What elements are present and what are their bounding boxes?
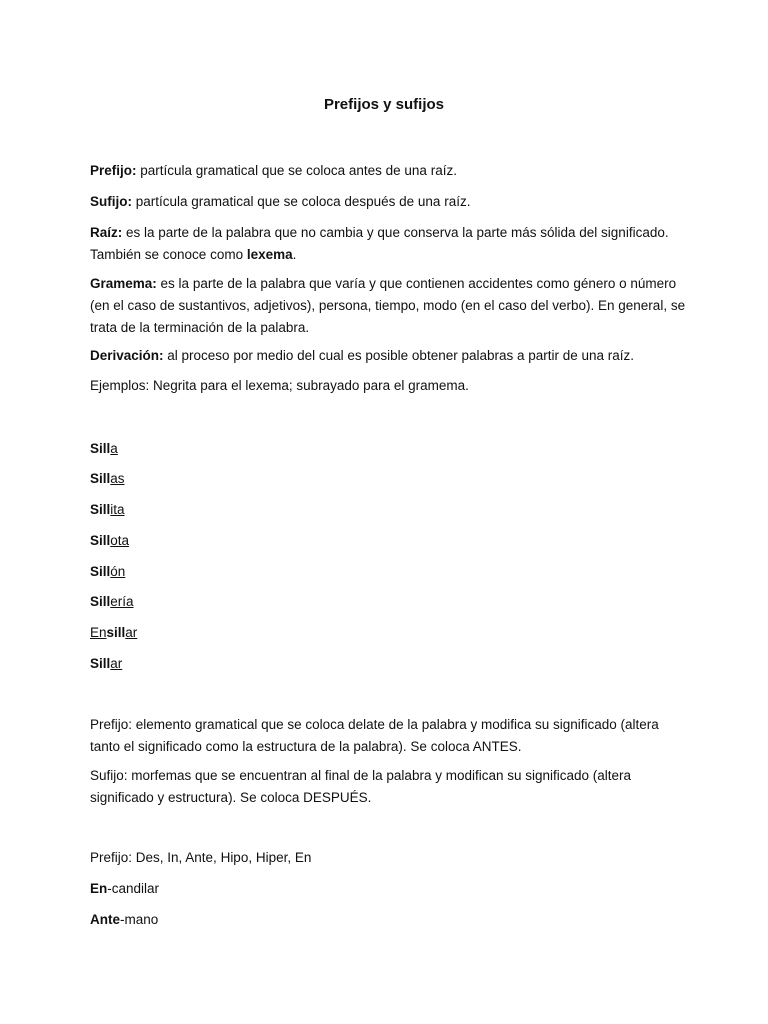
definition-end: . [292, 247, 297, 262]
prefix-example [90, 878, 690, 900]
gramema: ería [110, 594, 134, 609]
prefix-bold: En [90, 881, 108, 896]
definition-text: es la parte de la palabra que no cambia y que conserva la parte más sólida del significado. También se conoce como [90, 225, 669, 262]
examples-note: Ejemplos: Negrita para el lexema; subrayado para el gramema. [90, 378, 469, 393]
term-label: Derivación: [90, 348, 164, 363]
lexema: Sill [90, 533, 111, 548]
definition-text: al proceso por medio del cual es posible obtener palabras a partir de una raíz. [163, 348, 635, 363]
word-example [90, 591, 690, 613]
term-label: Raíz: [90, 225, 123, 240]
prefix-rest: -candilar [107, 881, 160, 896]
definition-raiz [90, 222, 690, 266]
lexema: Sill [90, 441, 111, 456]
gramema: ón [110, 564, 126, 579]
lexema: Sill [90, 471, 111, 486]
prefix-list: Prefijo: Des, In, Ante, Hipo, Hiper, En [90, 850, 312, 865]
page-title: Prefijos y sufijos [323, 96, 445, 113]
second-sufijo: Sufijo: morfemas que se encuentran al final de la palabra y modifican su significado (altera significado y estructura). Se coloca DESPUÉS. [90, 768, 632, 805]
lexema: Sill [90, 564, 111, 579]
gramema: as [110, 471, 125, 486]
gramema: ar [125, 625, 138, 640]
definition-text: partícula gramatical que se coloca antes de una raíz. [136, 163, 457, 178]
word-example [90, 438, 690, 460]
prefix-rest: -mano [120, 912, 159, 927]
definition-gramema [90, 273, 690, 339]
prefijo: En [90, 625, 107, 640]
definition-text: partícula gramatical que se coloca después de una raíz. [132, 194, 471, 209]
definition-sufijo [90, 191, 690, 213]
lexema: Sill [90, 656, 111, 671]
term-label: Gramema: [90, 276, 157, 291]
lexema: Sill [90, 594, 111, 609]
word-example [90, 499, 690, 521]
gramema: a [110, 441, 118, 456]
term-label: Prefijo: [90, 163, 137, 178]
definition-text: es la parte de la palabra que varía y que contienen accidentes como género o número (en el caso de sustantivos, adjetivos), persona, tiempo, modo (en el caso del verbo). En general, se trata de la terminación de la palabra. [90, 276, 686, 335]
prefix-example [90, 909, 690, 931]
gramema: ar [110, 656, 123, 671]
bold-word: lexema [246, 247, 293, 262]
gramema: ita [110, 502, 125, 517]
definition-prefijo [90, 160, 690, 182]
lexema: sill [106, 625, 126, 640]
word-example [90, 561, 690, 583]
lexema: Sill [90, 502, 111, 517]
term-label: Sufijo: [90, 194, 132, 209]
prefix-bold: Ante [90, 912, 120, 927]
word-example [90, 530, 690, 552]
second-prefijo: Prefijo: elemento gramatical que se coloca delate de la palabra y modifica su significado (altera tanto el significado como la estructura de la palabra). Se coloca ANTES. [90, 717, 659, 754]
word-example [90, 653, 690, 675]
word-example [90, 622, 690, 644]
definition-derivacion [90, 345, 690, 367]
gramema: ota [110, 533, 130, 548]
word-example [90, 468, 690, 490]
